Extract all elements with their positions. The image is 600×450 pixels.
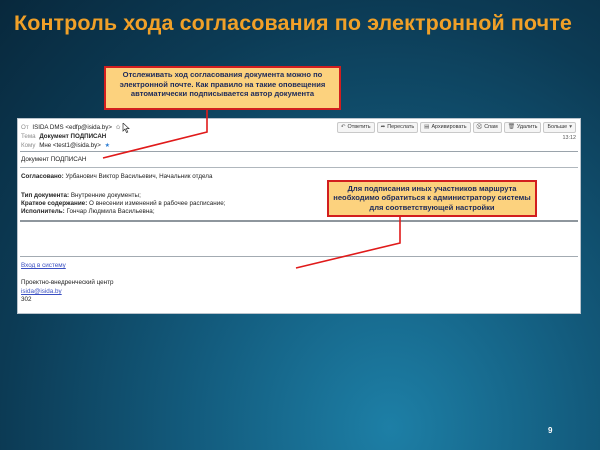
doc-type-value: Внутренние документы; xyxy=(70,192,141,199)
connector-top xyxy=(103,108,207,158)
more-label: Больше xyxy=(547,124,568,130)
from-value[interactable]: ISIDA DMS <edfp@isida.by> xyxy=(32,124,112,131)
org-email-link[interactable]: isida@isida.by xyxy=(21,288,62,295)
executor-label: Исполнитель: xyxy=(21,208,65,215)
delete-icon: 🗑 xyxy=(507,124,515,130)
org-name: Проектно-внедренческий центр xyxy=(21,279,114,286)
star-icon[interactable]: ✩ xyxy=(115,125,121,131)
org-ext: 302 xyxy=(21,296,32,303)
forward-icon: ➦ xyxy=(380,124,386,130)
reply-icon: ↶ xyxy=(340,124,346,130)
page-number: 9 xyxy=(548,426,553,435)
executor-value: Гончар Людмила Васильевна; xyxy=(66,208,155,215)
delete-label: Удалить xyxy=(516,124,538,130)
approved-value: Урбанович Виктор Васильевич, Начальник отдела xyxy=(65,173,213,180)
junk-label: Спам xyxy=(484,124,498,130)
connector-right xyxy=(296,216,400,268)
forward-label: Переслать xyxy=(387,124,415,130)
contact-star-icon[interactable]: ★ xyxy=(104,143,110,149)
subject-value: Документ ПОДПИСАН xyxy=(39,133,107,140)
slide-title: Контроль хода согласования по электронной почте xyxy=(14,11,572,35)
body-heading: Документ ПОДПИСАН xyxy=(21,156,87,163)
summary-label: Краткое содержание: xyxy=(21,200,88,207)
doc-type-label: Тип документа: xyxy=(21,192,70,199)
chevron-down-icon: ▾ xyxy=(569,124,572,130)
approved-label: Согласовано: xyxy=(21,173,64,180)
archive-icon: ▤ xyxy=(424,124,430,130)
callout-top: Отслеживать ход согласования документа можно по электронной почте. Как правило на такие оповещения автоматически подписывается автор документа xyxy=(104,66,341,110)
login-link[interactable]: Вход в систему xyxy=(21,262,66,269)
callout-right: Для подписания иных участников маршрута необходимо обратиться к администратору системы для соответствующей настройки xyxy=(327,180,537,217)
email-time: 13:12 xyxy=(562,135,576,141)
from-label: От xyxy=(21,124,29,131)
archive-label: Архивировать xyxy=(431,124,467,130)
reply-label: Ответить xyxy=(347,124,371,130)
subject-label: Тема xyxy=(21,133,36,140)
to-label: Кому xyxy=(21,142,36,149)
junk-icon: ⛒ xyxy=(476,124,483,130)
to-value[interactable]: Мне <test1@isida.by> xyxy=(39,142,101,149)
summary-value: О внесении изменений в рабочее расписание; xyxy=(89,200,226,207)
